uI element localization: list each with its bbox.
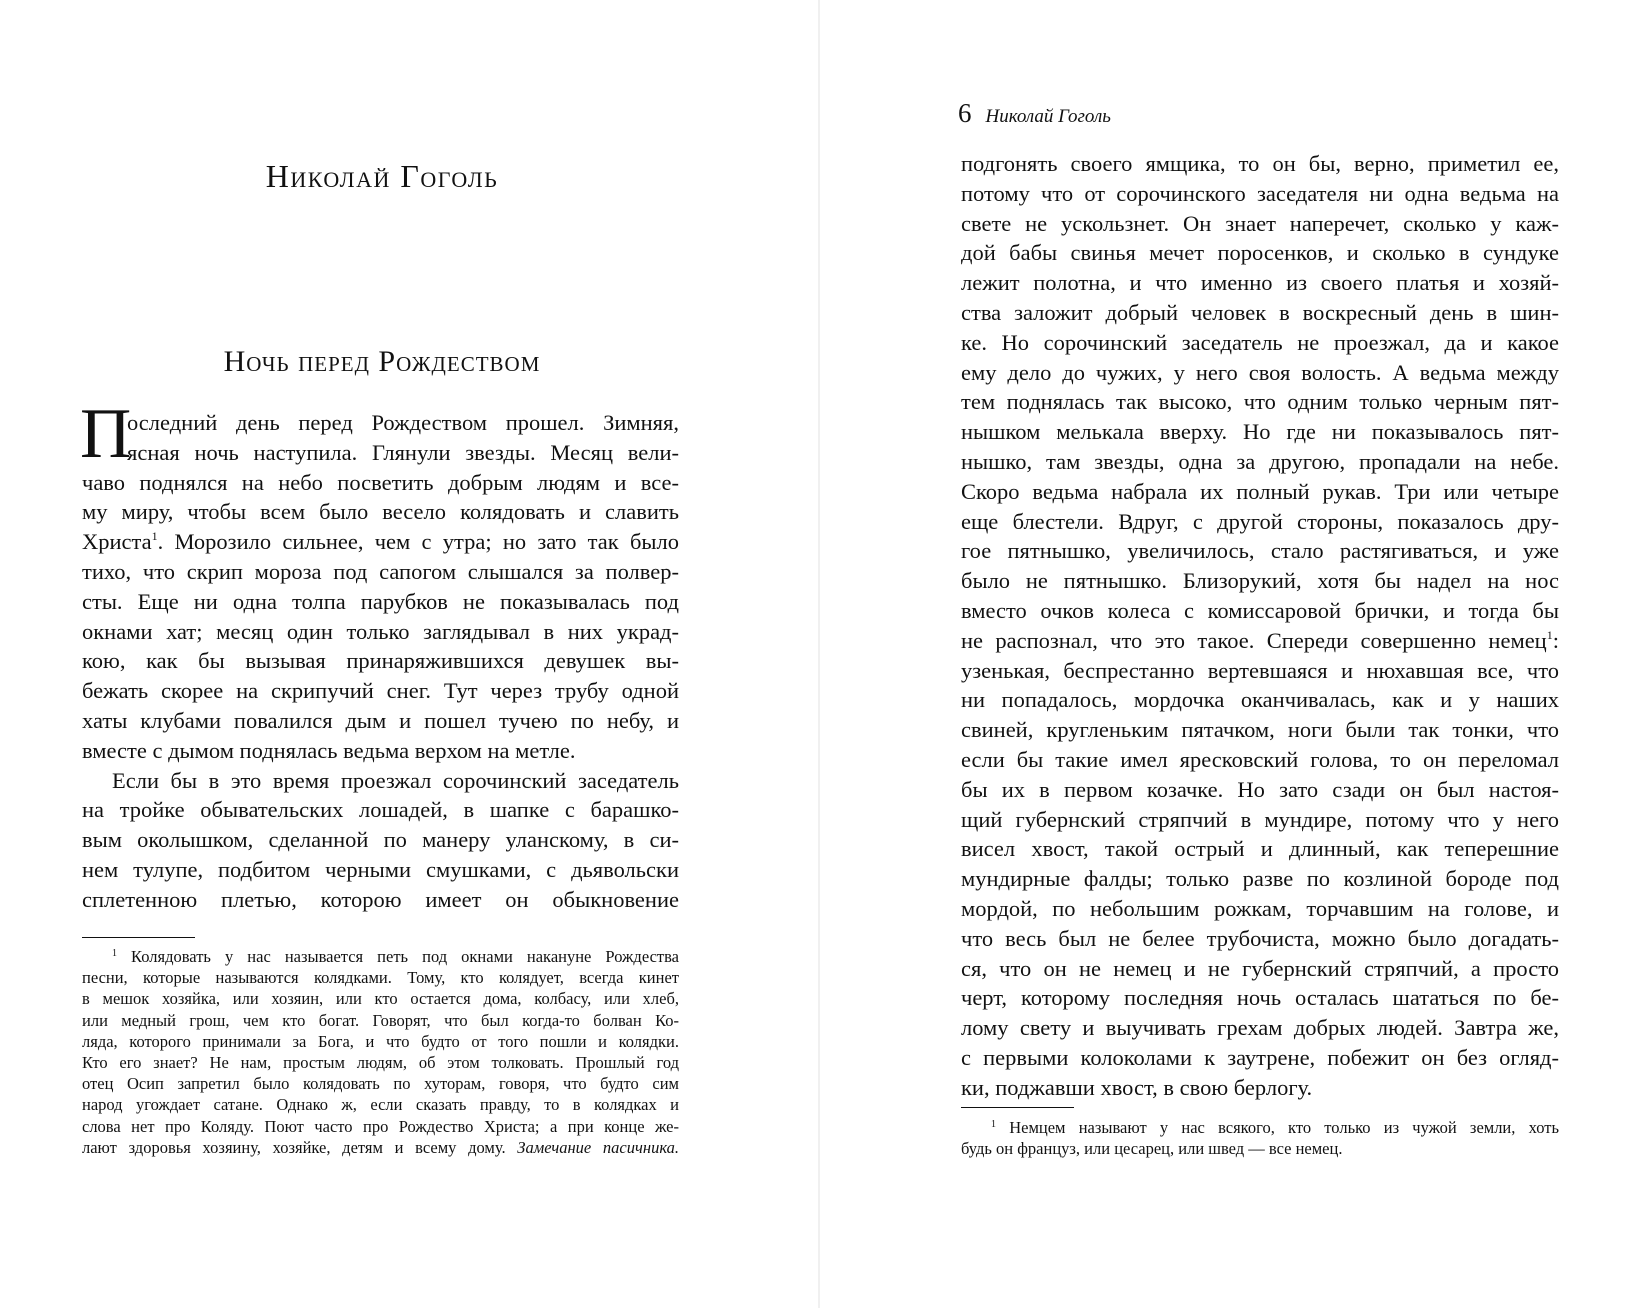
line-text: окнами хат; месяц один только заглядывал в них украд- bbox=[82, 618, 679, 644]
text-line bbox=[961, 775, 1559, 805]
line-text: вместо очков колеса с комиссаровой брички, и тогда бы bbox=[961, 597, 1559, 623]
line-text: чаво поднялся на небо посветить добрым людям и все- bbox=[82, 469, 679, 495]
line-text: узенькая, беспрестанно вертевшаяся и нюхавшая все, что bbox=[961, 657, 1559, 683]
line-text: свиней, кругленьким пятачком, ноги были так тонки, что bbox=[961, 717, 1559, 743]
line-text: не распознал, что это такое. Спереди совершенно немец bbox=[961, 627, 1547, 653]
line-text: еще блестели. Вдруг, с другой стороны, показалось дру- bbox=[961, 508, 1559, 534]
footnote-rule bbox=[82, 937, 195, 938]
text-line bbox=[961, 954, 1559, 984]
text-line bbox=[82, 736, 679, 766]
line-text: кою, как бы вызывая принаряжившихся девушек вы- bbox=[82, 648, 679, 674]
text-line bbox=[82, 438, 679, 468]
line-text: ки, поджавши хвост, в свою берлогу. bbox=[961, 1074, 1313, 1100]
line-text: подгонять своего ямщика, то он бы, верно, приметил ее, bbox=[961, 151, 1559, 176]
text-line bbox=[82, 885, 679, 915]
line-text: бы их в первом козачке. Но зато сзади он был настоя- bbox=[961, 776, 1559, 802]
line-text: черт, которому последняя ночь осталась шататься по бе- bbox=[961, 985, 1559, 1011]
text-line bbox=[82, 1094, 679, 1115]
text-line bbox=[961, 924, 1559, 954]
text-line bbox=[961, 864, 1559, 894]
page-number: 6 bbox=[958, 98, 972, 128]
text-line bbox=[961, 358, 1559, 388]
text-line bbox=[961, 149, 1559, 179]
text-line bbox=[82, 587, 679, 617]
text-line bbox=[82, 468, 679, 498]
text-line bbox=[82, 1137, 679, 1158]
line-text: гое пятнышко, увеличилось, стало растягиваться, и уже bbox=[961, 538, 1559, 564]
book-author-title: Николай Гоголь bbox=[265, 158, 499, 194]
line-text: ясная ночь наступила. Глянули звезды. Месяц вели- bbox=[127, 439, 679, 465]
line-text: с первыми колоколами к заутрене, побежит он без огляд- bbox=[961, 1044, 1559, 1070]
line-text: . Морозило сильнее, чем с утра; но зато так было bbox=[157, 529, 679, 555]
line-text: сты. Еще ни одна толпа парубков не показывалась под bbox=[82, 588, 679, 614]
line-text: Христа bbox=[82, 529, 152, 555]
line-text: хаты клубами повалился дым и пошел тучею по небу, и bbox=[82, 707, 679, 733]
line-text: ства заложит добрый человек в воскресный день в шин- bbox=[961, 299, 1559, 325]
line-text: Кто его знает? Не нам, простым людям, об этом толковать. Прошлый год bbox=[82, 1052, 679, 1072]
right-footnote bbox=[961, 1117, 1559, 1159]
text-line bbox=[961, 1138, 1559, 1159]
line-text: тихо, что скрип мороза под сапогом слышался за полвер- bbox=[82, 558, 679, 584]
footnote-rule bbox=[961, 1107, 1074, 1108]
line-text: ему дело до чужих, у него своя волость. А ведьма между bbox=[961, 359, 1559, 385]
line-text: дой бабы свинья мечет поросенков, и сколько в сундуке bbox=[961, 240, 1559, 266]
line-text: нышко, там звезды, одна за другою, пропадали на небе. bbox=[961, 448, 1559, 474]
text-line bbox=[961, 685, 1559, 715]
text-line bbox=[961, 507, 1559, 537]
line-text: свете не ускользнет. Он знает наперечет, сколько у каж- bbox=[961, 210, 1559, 236]
text-line bbox=[82, 1031, 679, 1052]
line-text: потому что от сорочинского заседателя ни одна ведьма на bbox=[961, 180, 1559, 206]
line-text: бежать скорее на скрипучий снег. Тут через трубу одной bbox=[82, 678, 679, 704]
text-line bbox=[82, 855, 679, 885]
text-line bbox=[82, 408, 679, 438]
text-line bbox=[961, 298, 1559, 328]
line-text: ке. Но сорочинский заседатель не проезжал, да и какое bbox=[961, 329, 1559, 355]
line-text: народ угождает сатане. Однако ж, если сказать правду, то в колядках и bbox=[82, 1095, 679, 1115]
footnote-marker: 1 bbox=[991, 1119, 996, 1130]
text-line bbox=[961, 477, 1559, 507]
text-line bbox=[961, 834, 1559, 864]
line-text: : bbox=[1552, 627, 1559, 653]
line-text: что весь был не белее трубочиста, можно было догадать- bbox=[961, 925, 1559, 951]
line-text: на тройке обывательских лошадей, в шапке с барашко- bbox=[82, 797, 679, 823]
line-text: песни, которые называются колядками. Тому, кто колядует, всегда кинет bbox=[82, 968, 679, 988]
line-text: вым околышком, сделанной по манеру уланскому, в си- bbox=[82, 827, 679, 853]
text-line bbox=[82, 1010, 679, 1031]
text-line bbox=[961, 417, 1559, 447]
text-line bbox=[82, 946, 679, 967]
text-line bbox=[961, 1043, 1559, 1073]
story-title: Ночь перед Рождеством bbox=[223, 345, 541, 378]
line-text: было не пятнышко. Близорукий, хотя бы надел на нос bbox=[961, 568, 1559, 594]
line-text: Скоро ведьма набрала их полный рукав. Три или четыре bbox=[961, 478, 1559, 504]
text-line bbox=[82, 967, 679, 988]
line-text: ни попадалось, мордочка оканчивалась, как и у наших bbox=[961, 687, 1559, 713]
text-line bbox=[961, 656, 1559, 686]
text-line bbox=[961, 894, 1559, 924]
text-line bbox=[961, 387, 1559, 417]
line-text: или медный грош, чем кто богат. Говорят, что был когда-то болван Ко- bbox=[82, 1010, 679, 1030]
text-line bbox=[82, 497, 679, 527]
left-footnote bbox=[82, 946, 679, 1158]
line-text: мундирные фалды; только разве по козлиной бороде под bbox=[961, 866, 1559, 892]
text-line bbox=[961, 1013, 1559, 1043]
text-line bbox=[82, 988, 679, 1009]
text-line bbox=[82, 527, 679, 557]
line-text: ся, что он не немец и не губернский стряпчий, а просто bbox=[961, 955, 1559, 981]
text-line bbox=[82, 676, 679, 706]
line-text: слова нет про Коляду. Поют часто про Рождество Христа; а при конце же- bbox=[82, 1116, 679, 1136]
line-text: в мешок хозяйка, или хозяин, или кто остается дома, колбасу, или хлеб, bbox=[82, 989, 679, 1009]
line-text: ляда, которого принимали за Бога, и что будто от того пошли и колядки. bbox=[82, 1031, 679, 1051]
line-text: лежит полотна, и что именно из своего платья и хозяй- bbox=[961, 270, 1559, 296]
text-line bbox=[961, 328, 1559, 358]
text-line bbox=[961, 596, 1559, 626]
text-line bbox=[961, 209, 1559, 239]
line-text: мордой, по небольшим рожкам, торчавшим на голове, и bbox=[961, 895, 1559, 921]
line-text: Немцем называют у нас всякого, кто только из чужой земли, хоть bbox=[996, 1118, 1559, 1137]
line-text: висел хвост, такой острый и длинный, как теперешние bbox=[961, 836, 1559, 862]
text-line bbox=[82, 646, 679, 676]
text-line bbox=[82, 706, 679, 736]
line-text: оследний день перед Рождеством прошел. Зимняя, bbox=[127, 410, 679, 435]
line-text: если бы такие имел яресковский голова, то он переломал bbox=[961, 746, 1559, 772]
text-line bbox=[961, 566, 1559, 596]
footnote-marker: 1 bbox=[151, 529, 158, 544]
text-line bbox=[82, 1052, 679, 1073]
text-line bbox=[82, 557, 679, 587]
italic-note: Замечание пасичника. bbox=[517, 1137, 679, 1157]
text-line bbox=[961, 268, 1559, 298]
line-text: лают здоровья хозяину, хозяйке, детям и всему дому. bbox=[82, 1137, 518, 1157]
text-line bbox=[961, 805, 1559, 835]
text-line bbox=[82, 795, 679, 825]
text-line bbox=[961, 1073, 1559, 1103]
text-line bbox=[961, 983, 1559, 1013]
footnote-marker: 1 bbox=[1546, 627, 1553, 642]
text-line bbox=[82, 825, 679, 855]
line-text: отец Осип запретил было колядовать по хуторам, говоря, что будто сим bbox=[82, 1074, 679, 1094]
right-body-text bbox=[961, 149, 1559, 1103]
line-text: Колядовать у нас называется петь под окнами накануне Рождества bbox=[117, 947, 679, 966]
text-line bbox=[961, 626, 1559, 656]
left-body-text bbox=[82, 408, 679, 915]
line-text: нем тулупе, подбитом черными смушками, с дьявольски bbox=[82, 856, 679, 882]
line-text: вместе с дымом поднялась ведьма верхом на метле. bbox=[82, 737, 576, 763]
text-line bbox=[961, 447, 1559, 477]
drop-cap: П bbox=[80, 395, 132, 473]
line-text: лому свету и выучивать грехам добрых людей. Завтра же, bbox=[961, 1015, 1559, 1041]
text-line bbox=[82, 766, 679, 796]
text-line bbox=[82, 1116, 679, 1137]
line-text: нышком мелькала вверху. Но где ни показывалось пят- bbox=[961, 419, 1559, 445]
text-line bbox=[961, 179, 1559, 209]
text-line bbox=[82, 617, 679, 647]
line-text: Если бы в это время проезжал сорочинский заседатель bbox=[112, 767, 679, 793]
running-head-title: Николай Гоголь bbox=[985, 106, 1111, 127]
running-head bbox=[958, 98, 1111, 129]
text-line bbox=[82, 1073, 679, 1094]
line-text: будь он француз, или цесарец, или швед — все немец. bbox=[961, 1139, 1343, 1159]
line-text: тем поднялась так высоко, что одним только черным пят- bbox=[961, 389, 1559, 415]
text-line bbox=[961, 536, 1559, 566]
line-text: сплетенною плетью, которою имеет он обыкновение bbox=[82, 886, 679, 912]
text-line bbox=[961, 745, 1559, 775]
text-line bbox=[961, 238, 1559, 268]
footnote-marker: 1 bbox=[112, 948, 117, 959]
line-text: щий губернский стряпчий в мундире, потому что у него bbox=[961, 806, 1559, 832]
text-line bbox=[961, 1117, 1559, 1138]
text-line bbox=[961, 715, 1559, 745]
line-text: му миру, чтобы всем было весело колядовать и славить bbox=[82, 499, 679, 525]
